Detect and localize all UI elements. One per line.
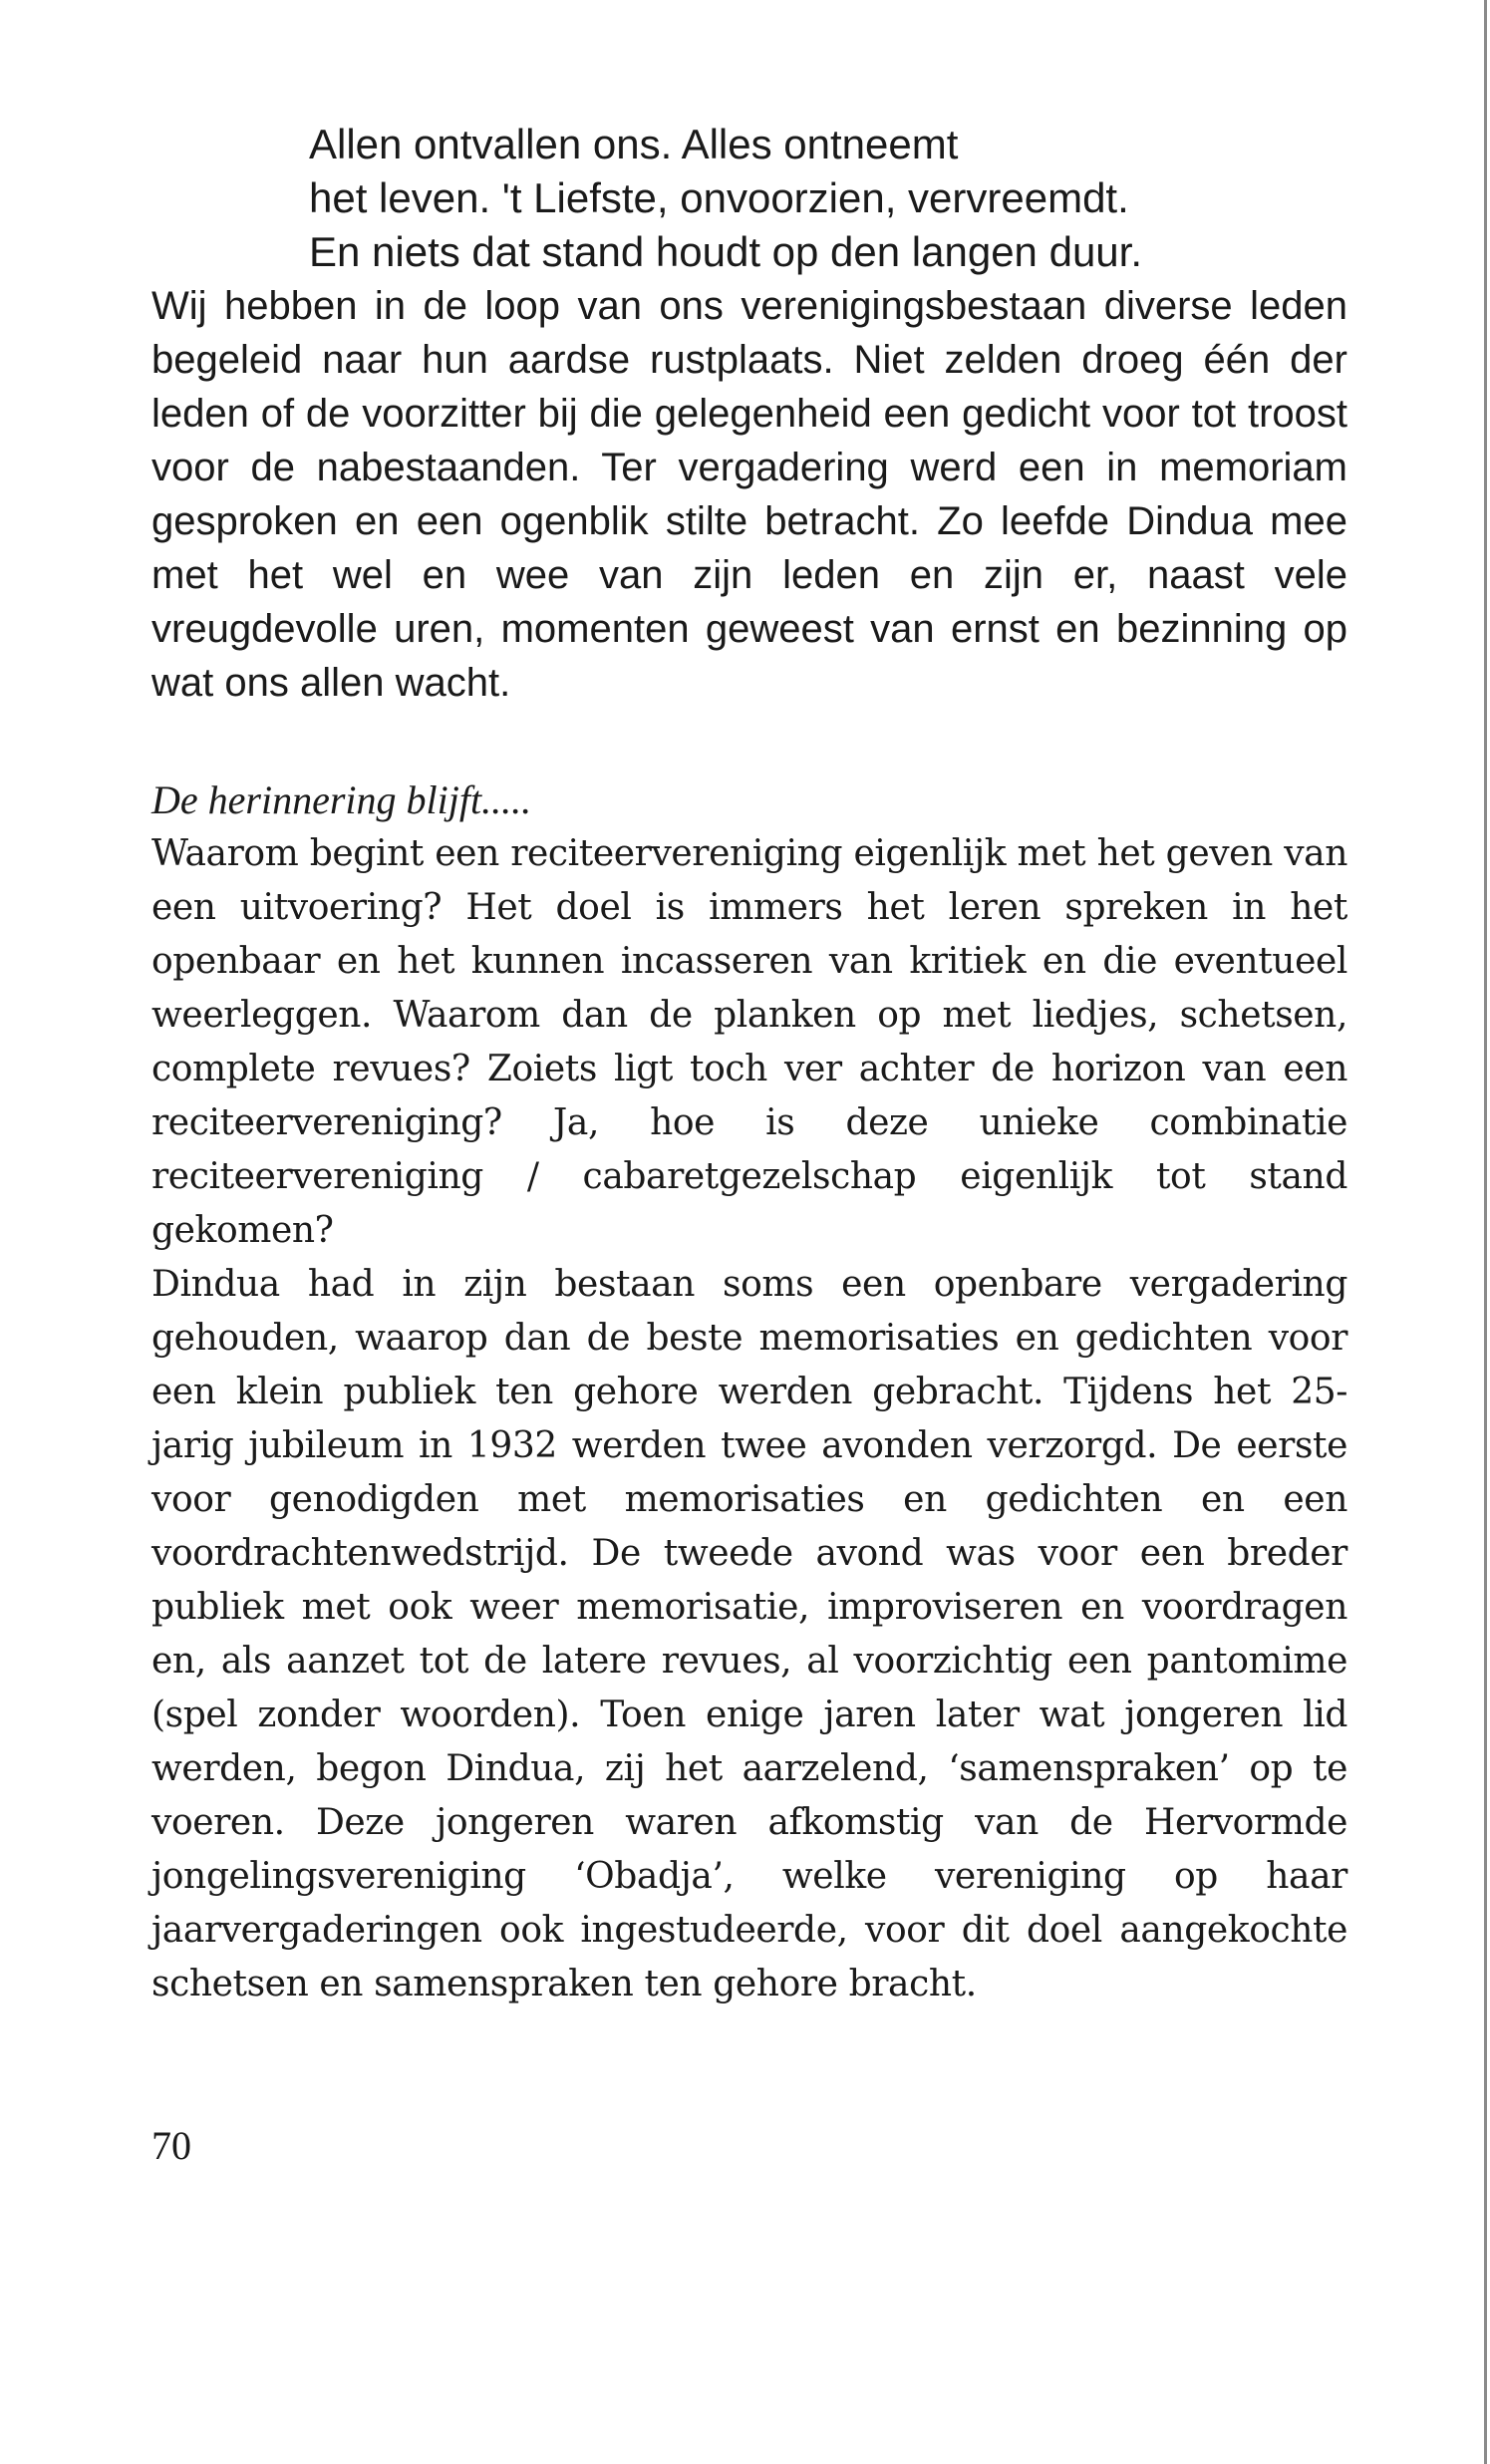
memorial-paragraph: Wij hebben in de loop van ons verenigingsbestaan diverse leden begeleid naar hun aardse rustplaats. Niet zelden droeg één der leden of de voorzitter bij die gelegenheid een gedicht voor tot troost voor de nabestaanden. Ter vergadering werd een in memoriam gesproken en een ogenblik stilte betracht. Zo leefde Dindua mee met het wel en wee van zijn leden en zijn er, naast vele vreugdevolle uren, momenten geweest van ernst en bezinning op wat ons allen wacht.: [151, 284, 1347, 705]
poem-line: En niets dat stand houdt op den langen duur.: [309, 228, 1143, 275]
poem-quote: [309, 118, 1355, 279]
body-paragraph-origin-question: Waarom begint een reciteervereniging eigenlijk met het geven van een uitvoering? Het doel is immers het leren spreken in het openbaar en het kunnen incasseren van kritiek en die eventueel weerleggen. Waarom dan de planken op met liedjes, schetsen, complete revues? Zoiets ligt toch ver achter de horizon van een reciteervereniging? Ja, hoe is deze unieke combinatie reciteervereniging / cabaretgezelschap eigenlijk tot stand gekomen?: [151, 833, 1347, 1251]
poem-line: Allen ontvallen ons. Alles ontneemt: [309, 121, 959, 167]
page-number: 70: [151, 2123, 191, 2168]
memorial-paragraph-block: [151, 279, 1347, 710]
section-herinnering: [151, 773, 1347, 2011]
poem-line: het leven. 't Liefste, onvoorzien, vervreemdt.: [309, 174, 1129, 221]
body-paragraph-history: Dindua had in zijn bestaan soms een openbare vergadering gehouden, waarop dan de beste memorisaties en gedichten voor een klein publiek ten gehore werden gebracht. Tijdens het 25-jarig jubileum in 1932 werden twee avonden verzorgd. De eerste voor genodigden met memorisaties en gedichten en een voordrachtenwedstrijd. De tweede avond was voor een breder publiek met ook weer memorisatie, improviseren en voordragen en, als aanzet tot de latere revues, al voorzichtig een pantomime (spel zonder woorden). Toen enige jaren later wat jongeren lid werden, begon Dindua, zij het aarzelend, ‘samenspraken’ op te voeren. Deze jongeren waren afkomstig van de Hervormde jongelingsvereniging ‘Obadja’, welke vereniging op haar jaarvergaderingen ook ingestudeerde, voor dit doel aangekochte schetsen en samenspraken ten gehore bracht.: [151, 1264, 1347, 2004]
section-heading: De herinnering blijft.....: [151, 777, 532, 822]
page-edge-line: [1484, 0, 1487, 2464]
